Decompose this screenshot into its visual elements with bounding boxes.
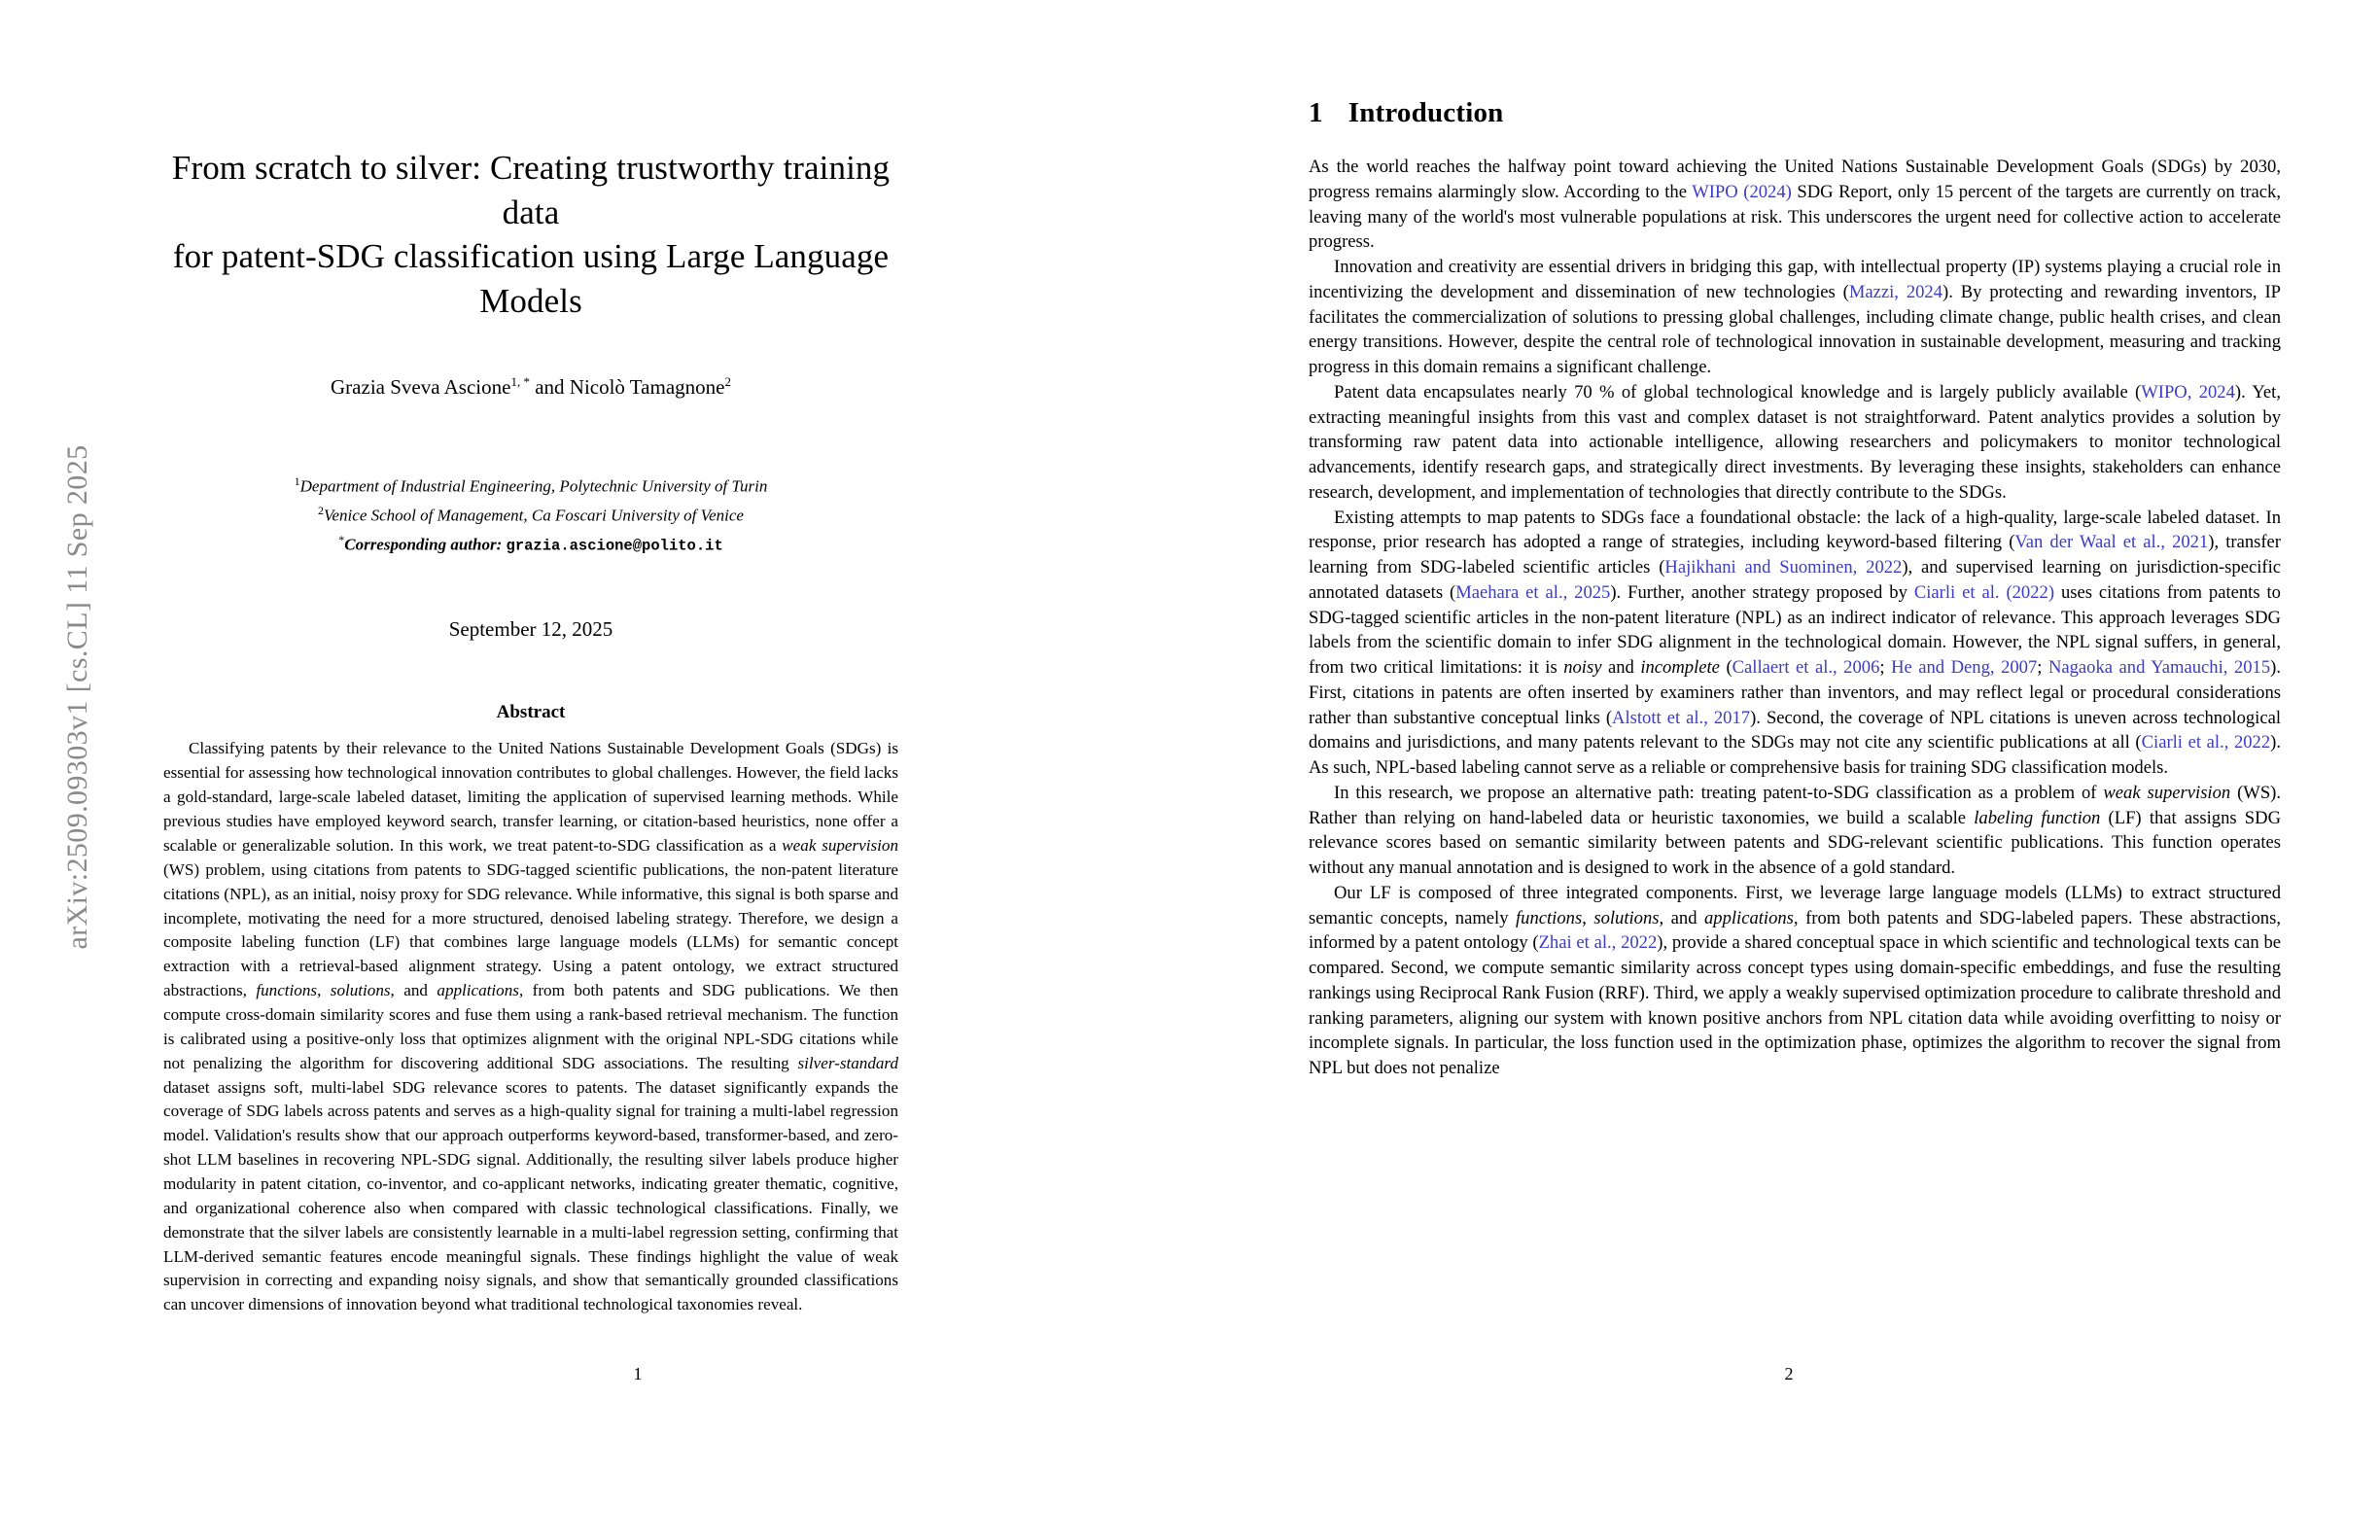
affiliation-1 bbox=[142, 472, 920, 501]
intro-paragraph-3 bbox=[1309, 380, 2281, 506]
citation-ciarli-2022-b[interactable]: Ciarli et al., 2022 bbox=[2141, 732, 2271, 753]
p4-emph-incomplete: incomplete bbox=[1640, 657, 1720, 678]
p5-emph-weak-supervision: weak supervision bbox=[2103, 782, 2231, 803]
citation-mazzi-2024[interactable]: Mazzi, 2024 bbox=[1848, 281, 1943, 302]
p1-text-a: As the world reaches the halfway point toward achieving the United Nations Sustainable Development Goals (SDGs) by 2030, progress remains alarmingly slow. According to the bbox=[1309, 157, 2281, 202]
p6-text-e: ), provide a shared conceptual space in which scientific and technological texts can be compared. Second, we compute semantic similarity across concept types using domain-specific embeddings, and fuse the resulting rankings using Reciprocal Rank Fusion (RRF). Third, we apply a weakly supervised optimization procedure to calibrate threshold and ranking parameters, aligning our system with known positive anchors from NPL citation data while avoiding overfitting to noisy or incomplete signals. In particular, the loss function used in the optimization phase, optimizes the algorithm to recover the signal from NPL but does not penalize bbox=[1309, 932, 2282, 1078]
p5-emph-labeling-function: labeling function bbox=[1974, 807, 2101, 828]
title-line-1: From scratch to silver: Creating trustworthy training data bbox=[171, 149, 891, 231]
citation-alstott-2017[interactable]: Alstott et al., 2017 bbox=[1612, 707, 1751, 728]
p6-text-d: , from both patents and SDG-labeled papers. These abstractions, informed by a patent ontology ( bbox=[1309, 907, 2281, 954]
citation-wipo-2024[interactable]: WIPO (2024) bbox=[1692, 181, 1792, 202]
author-1-marker: 1, * bbox=[510, 374, 530, 389]
citation-maehara-2025[interactable]: Maehara et al., 2025 bbox=[1455, 581, 1611, 603]
p4-text-i: ; bbox=[2037, 657, 2048, 678]
author-list bbox=[142, 373, 920, 402]
p4-emph-noisy: noisy bbox=[1563, 657, 1602, 678]
p4-text-b: ), transfer learning from SDG-labeled scientific articles ( bbox=[1309, 532, 2281, 578]
citation-wipo-2024-b[interactable]: WIPO, 2024 bbox=[2141, 381, 2235, 402]
p4-text-k: ). Second, the coverage of NPL citations is uneven across technological domains and jurisdictions, and many patents relevant to the SDGs may not cite any scientific publications at all ( bbox=[1309, 707, 2282, 753]
page-number-right: 2 bbox=[1784, 1364, 1794, 1383]
author-conjunction: and Nicolò Tamagnone bbox=[529, 375, 725, 399]
affiliation-2-marker: 2 bbox=[318, 504, 324, 518]
abstract-text-e: , from both patents and SDG publications. We then compute cross-domain similarity scores and fuse them using a rank-based retrieval mechanism. The function is calibrated using a positive-only loss that optimizes alignment with the original NPL-SDG citations while not penalizing the algorithm for discovering additional SDG associations. The resulting bbox=[163, 981, 898, 1072]
affiliation-1-marker: 1 bbox=[294, 474, 300, 489]
abstract-section bbox=[142, 702, 920, 1317]
page-right-content bbox=[1309, 97, 2281, 1081]
p5-text-a: In this research, we propose an alternative path: treating patent-to-SDG classification as a problem of bbox=[1334, 782, 2104, 803]
citation-callaert-2006[interactable]: Callaert et al., 2006 bbox=[1732, 657, 1880, 678]
introduction-body bbox=[1309, 155, 2281, 1081]
intro-paragraph-2 bbox=[1309, 255, 2281, 380]
abstract-emph-silver-standard: silver-standard bbox=[797, 1053, 898, 1072]
p5-text-b: (WS). Rather than relying on hand-labeled data or heuristic taxonomies, we build a scalable bbox=[1309, 782, 2282, 828]
corresponding-author bbox=[142, 530, 920, 559]
page-left bbox=[93, 0, 1182, 1540]
intro-paragraph-5 bbox=[1309, 781, 2281, 881]
abstract-emph-applications: applications bbox=[437, 981, 519, 1000]
abstract-emph-solutions: solutions bbox=[330, 981, 391, 1000]
p4-text-f: and bbox=[1601, 657, 1641, 678]
p5-text-c: (LF) that assigns SDG relevance scores based on semantic similarity between patents and SDG-relevant scientific publications. This function operates without any manual annotation and is designed to work in the absence of a gold standard. bbox=[1309, 807, 2281, 878]
citation-he-deng-2007[interactable]: He and Deng, 2007 bbox=[1891, 657, 2038, 678]
p4-text-l: ). As such, NPL-based labeling cannot serve as a reliable or comprehensive basis for training SDG classification models. bbox=[1309, 732, 2281, 778]
p3-text-a: Patent data encapsulates nearly 70 % of global technological knowledge and is largely publicly available ( bbox=[1334, 381, 2142, 402]
p4-text-j: ). First, citations in patents are often inserted by examiners rather than inventors, and may reflect legal or procedural considerations rather than substantive conceptual links ( bbox=[1309, 657, 2281, 728]
p6-emph-applications: applications bbox=[1703, 907, 1794, 928]
corresponding-label: Corresponding author: bbox=[344, 535, 507, 554]
abstract-text-f: dataset assigns soft, multi-label SDG relevance scores to patents. The dataset significantly expands the coverage of SDG labels across patents and serves as a high-quality signal for training a multi-label regression model. Validation's results show that our approach outperforms keyword-based, transformer-based, and zero-shot LLM baselines in recovering NPL-SDG signal. Additionally, the resulting silver labels produce higher modularity in patent citation, co-inventor, and co-applicant networks, indicating greater thematic, cognitive, and organizational coherence also when compared with classic technological classifications. Finally, we demonstrate that the silver labels are consistently learnable in a multi-label regression setting, confirming that LLM-derived semantic features encode meaningful signals. These findings highlight the value of weak supervision in correcting and expanding noisy signals, and show that semantically grounded classifications can uncover dimensions of innovation beyond what traditional technological taxonomies reveal. bbox=[163, 1077, 898, 1314]
page-title bbox=[142, 146, 920, 323]
p4-text-d: ). Further, another strategy proposed by bbox=[1610, 581, 1914, 603]
section-number: 1 bbox=[1309, 97, 1323, 128]
p3-text-b: ). Yet, extracting meaningful insights from this vast and complex dataset is not straightforward. Patent analytics provides a solution by transforming raw patent data into actionable intelligence, allowing researchers and policymakers to monitor technological advancements, identify research gaps, and strategically direct investments. By leveraging these insights, stakeholders can enhance research, development, and implementation of technologies that directly contribute to the SDGs. bbox=[1309, 381, 2281, 503]
p1-text-b: SDG Report, only 15 percent of the targets are currently on track, leaving many of the world's most vulnerable populations at risk. This underscores the urgent need for collective action to accelerate progress. bbox=[1309, 181, 2281, 253]
page-number-left: 1 bbox=[633, 1364, 643, 1383]
p6-text-a: Our LF is composed of three integrated components. First, we leverage large language models (LLMs) to extract structured semantic concepts, namely bbox=[1309, 882, 2281, 928]
corresponding-marker: * bbox=[338, 533, 345, 547]
p6-emph-solutions: solutions bbox=[1593, 907, 1660, 928]
citation-nagaoka-yamauchi-2015[interactable]: Nagaoka and Yamauchi, 2015 bbox=[2048, 657, 2271, 678]
section-heading-introduction bbox=[1309, 97, 2281, 129]
abstract-text-b: (WS) problem, using citations from patents to SDG-tagged scientific publications, the non-patent literature citations (NPL), as an initial, noisy proxy for SDG relevance. While informative, this signal is both sparse and incomplete, motivating the need for a more structured, denoised labeling strategy. Therefore, we design a composite labeling function (LF) that combines large language models (LLMs) for semantic concept extraction with a retrieval-based alignment strategy. Using a patent ontology, we extract structured abstractions, bbox=[163, 859, 898, 1000]
section-title: Introduction bbox=[1348, 97, 1504, 128]
title-line-2: for patent-SDG classification using Large Language Models bbox=[172, 237, 890, 320]
intro-paragraph-1 bbox=[1309, 155, 2281, 255]
citation-zhai-2022[interactable]: Zhai et al., 2022 bbox=[1538, 932, 1658, 954]
p2-text-b: ). By protecting and rewarding inventors, IP facilitates the commercialization of solutions to pressing global challenges, including climate change, public health crises, and clean energy transitions. However, despite the central role of technological innovation in sustainable development, measuring and tracking progress in this domain remains a significant challenge. bbox=[1309, 281, 2281, 377]
page-left-content bbox=[142, 117, 920, 1317]
p4-text-a: Existing attempts to map patents to SDGs face a foundational obstacle: the lack of a high-quality, large-scale labeled dataset. In response, prior research has adopted a range of strategies, including keyword-based filtering ( bbox=[1309, 507, 2281, 553]
page-right bbox=[1264, 0, 2314, 1540]
abstract-text-d: , and bbox=[390, 981, 438, 1000]
affiliation-2 bbox=[142, 501, 920, 530]
abstract-text-a: Classifying patents by their relevance to the United Nations Sustainable Development Goals (SDGs) is essential for assessing how technological innovation contributes to global challenges. However, the field lacks a gold-standard, large-scale labeled dataset, limiting the application of supervised learning methods. While previous studies have employed keyword search, transfer learning, or citation-based heuristics, none offer a scalable or generalizable solution. In this work, we treat patent-to-SDG classification as a bbox=[163, 739, 898, 855]
arxiv-stamp: arXiv:2509.09303v1 [cs.CL] 11 Sep 2025 bbox=[61, 444, 93, 950]
p4-text-g: ( bbox=[1719, 657, 1732, 678]
publication-date: September 12, 2025 bbox=[448, 617, 613, 642]
p6-text-b: , bbox=[1582, 907, 1594, 928]
intro-paragraph-4 bbox=[1309, 506, 2281, 781]
abstract-paragraph bbox=[163, 737, 898, 1317]
affiliation-2-text: Venice School of Management, Ca Foscari University of Venice bbox=[324, 506, 744, 525]
abstract-emph-weak-supervision: weak supervision bbox=[782, 835, 899, 855]
citation-ciarli-2022[interactable]: Ciarli et al. (2022) bbox=[1913, 581, 2055, 603]
abstract-heading: Abstract bbox=[496, 702, 566, 723]
citation-vanderwaal-2021[interactable]: Van der Waal et al., 2021 bbox=[2014, 532, 2209, 553]
abstract-text-c: , bbox=[317, 981, 331, 1000]
p4-text-e: uses citations from patents to SDG-tagged scientific articles in the non-patent literature (NPL) as an indirect indicator of relevance. This approach leverages SDG labels from the scientific domain to infer SDG alignment in the technological domain. However, the NPL signal suffers, in general, from two critical limitations: it is bbox=[1309, 581, 2281, 678]
author-2-marker: 2 bbox=[724, 374, 731, 389]
affiliation-1-text: Department of Industrial Engineering, Polytechnic University of Turin bbox=[299, 477, 768, 497]
p4-text-c: ), and supervised learning on jurisdiction-specific annotated datasets ( bbox=[1309, 557, 2281, 603]
author-1: Grazia Sveva Ascione bbox=[331, 375, 511, 399]
p2-text-a: Innovation and creativity are essential drivers in bridging this gap, with intellectual property (IP) systems playing a crucial role in incentivizing the development and dissemination of new technologies ( bbox=[1309, 257, 2281, 302]
p6-emph-functions: functions bbox=[1516, 907, 1583, 928]
abstract-emph-functions: functions bbox=[256, 981, 318, 1000]
p6-text-c: , and bbox=[1659, 907, 1704, 928]
affiliation-block bbox=[142, 472, 920, 559]
citation-hajikhani-suominen-2022[interactable]: Hajikhani and Suominen, 2022 bbox=[1664, 557, 1903, 578]
p4-text-h: ; bbox=[1879, 657, 1892, 678]
corresponding-email[interactable]: grazia.ascione@polito.it bbox=[506, 537, 723, 555]
intro-paragraph-6 bbox=[1309, 881, 2281, 1081]
